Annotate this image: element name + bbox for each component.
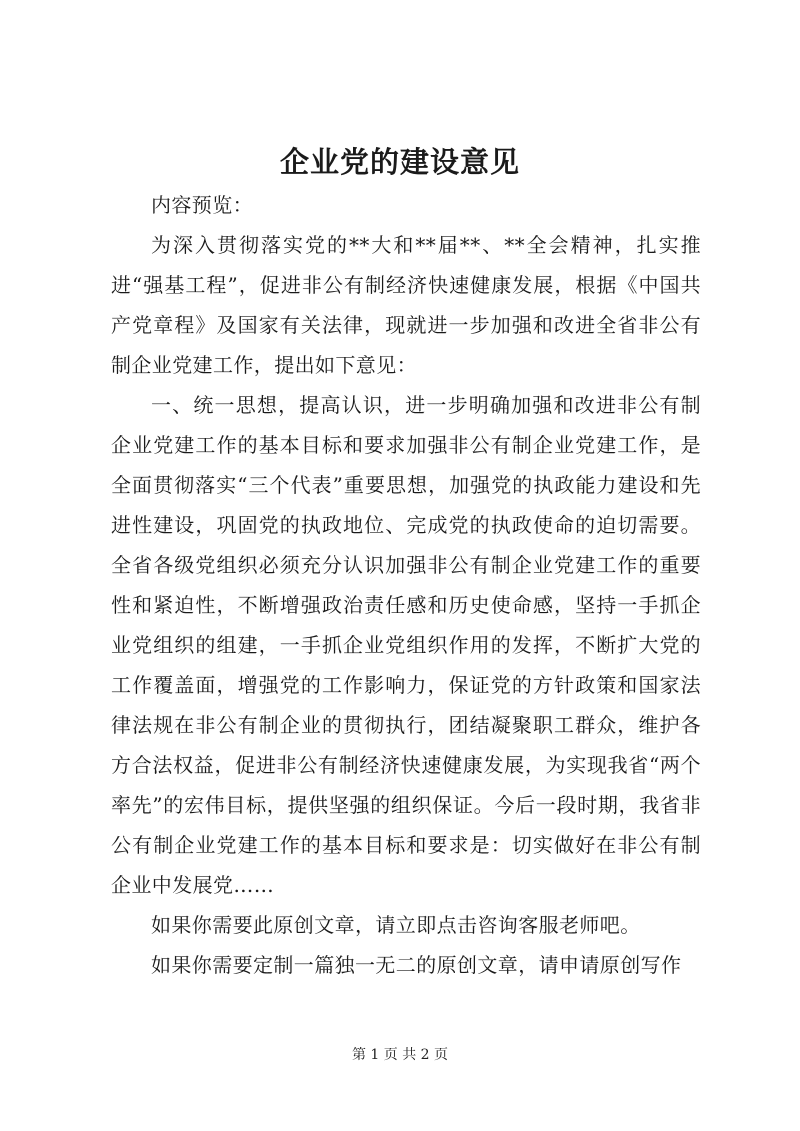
page-number-footer: 第 1 页 共 2 页 — [351, 1047, 449, 1063]
paragraph-section-one: 一、统一思想，提高认识，进一步明确加强和改进非公有制企业党建工作的基本目标和要求加强非公有制企业党建工作，是全面贯彻落实“三个代表”重要思想，加强党的执政能力建设和先进性建设，巩固党的执政地位、完成党的执政使命的迫切需要。全省各级党组织必须充分认识加强非公有制企业党建工作的重要性和紧迫性，不断增强政治责任感和历史使命感，坚持一手抓企业党组织的组建，一手抓企业党组织作用的发挥，不断扩大党的工作覆盖面，增强党的工作影响力，保证党的方针政策和国家法律法规在非公有制企业的贯彻执行，团结凝聚职工群众，维护各方合法权益，促进非公有制经济快速健康发展，为实现我省“两个率先”的宏伟目标，提供坚强的组织保证。今后一段时期，我省非公有制企业党建工作的基本目标和要求是：切实做好在非公有制企业中发展党…… — [111, 393, 701, 897]
document-body — [111, 185, 701, 985]
paragraph-consult-prompt: 如果你需要此原创文章，请立即点击咨询客服老师吧。 — [151, 913, 641, 937]
document-title: 企业党的建设意见 — [279, 145, 520, 179]
paragraph-intro: 为深入贯彻落实党的**大和**届**、**全会精神，扎实推进“强基工程”，促进非公有制经济快速健康发展，根据《中国共产党章程》及国家有关法律，现就进一步加强和改进全省非公有制企业党建工作，提出如下意见： — [111, 233, 701, 377]
paragraph-custom-writing-prompt: 如果你需要定制一篇独一无二的原创文章，请申请原创写作 — [151, 953, 682, 977]
paragraph-preview-label: 内容预览： — [151, 193, 253, 217]
